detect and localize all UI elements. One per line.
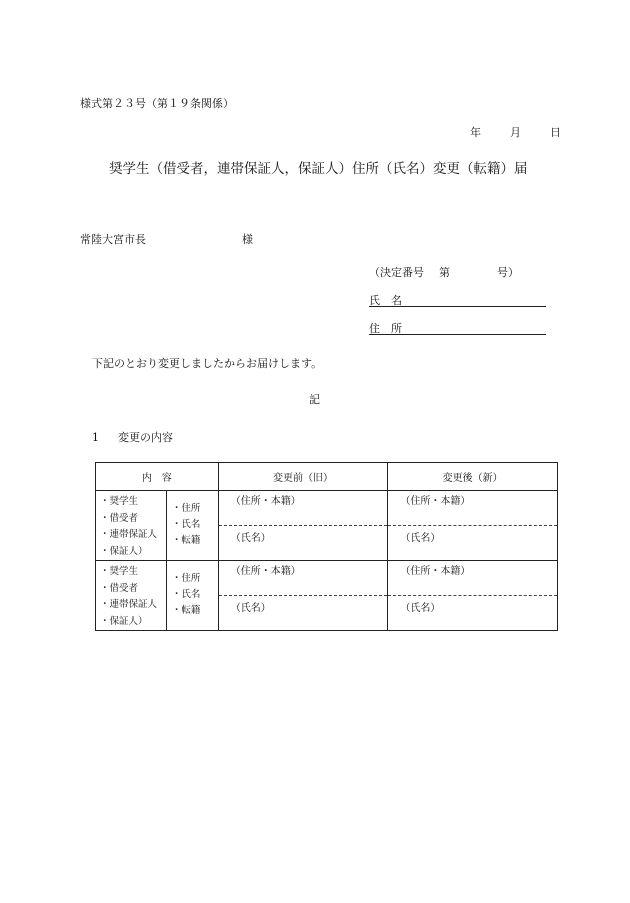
decision-number-close: 号） bbox=[497, 266, 519, 279]
after-address-label: （住所・本籍） bbox=[400, 496, 471, 507]
person-item: ・保証人） bbox=[100, 615, 148, 627]
dashed-divider bbox=[388, 595, 557, 596]
decision-number bbox=[369, 264, 519, 280]
decision-number-dai: 第 bbox=[439, 266, 450, 279]
type-item: ・転籍 bbox=[171, 535, 201, 546]
persons-cell bbox=[96, 561, 167, 631]
type-item: ・住所 bbox=[171, 503, 201, 514]
applicant-name-line bbox=[369, 292, 546, 307]
types-cell bbox=[166, 491, 218, 561]
form-number: 様式第２３号（第１９条関係） bbox=[80, 97, 234, 110]
person-item: ・借受者 bbox=[100, 582, 139, 594]
addressee-honorific: 様 bbox=[242, 233, 253, 246]
dashed-divider bbox=[388, 525, 557, 526]
after-address-label: （住所・本籍） bbox=[400, 566, 471, 577]
applicant-address-label: 住 所 bbox=[369, 322, 402, 335]
before-address-label: （住所・本籍） bbox=[230, 566, 301, 577]
intro-text: 下記のとおり変更しましたからお届けします。 bbox=[92, 357, 323, 370]
persons-cell bbox=[96, 491, 167, 561]
before-name-label: （氏名） bbox=[230, 533, 271, 544]
header-before: 変更前（旧） bbox=[218, 463, 388, 491]
type-item: ・転籍 bbox=[171, 605, 201, 616]
decision-number-open: （決定番号 bbox=[369, 266, 424, 279]
person-item: ・奨学生 bbox=[100, 496, 139, 507]
person-item: ・連帯保証人 bbox=[100, 599, 158, 610]
person-item: ・借受者 bbox=[100, 512, 139, 524]
before-address-label: （住所・本籍） bbox=[230, 496, 301, 507]
after-cell[interactable] bbox=[388, 561, 558, 631]
after-cell[interactable] bbox=[388, 491, 558, 561]
applicant-name-label: 氏 名 bbox=[369, 294, 402, 307]
before-name-label: （氏名） bbox=[230, 603, 271, 614]
type-item: ・住所 bbox=[171, 573, 201, 584]
section-number: 1 bbox=[92, 431, 99, 444]
after-name-label: （氏名） bbox=[400, 533, 441, 544]
type-item: ・氏名 bbox=[171, 519, 201, 530]
before-cell[interactable] bbox=[218, 491, 388, 561]
page-title: 奨学生（借受者，連帯保証人，保証人）住所（氏名）変更（転籍）届 bbox=[109, 161, 528, 177]
date-day-label: 日 bbox=[550, 126, 561, 139]
applicant-address-line bbox=[369, 320, 546, 335]
date-year-label: 年 bbox=[470, 126, 481, 139]
date-month-label: 月 bbox=[510, 126, 521, 139]
table-row bbox=[96, 561, 558, 631]
person-item: ・連帯保証人 bbox=[100, 529, 158, 540]
dashed-divider bbox=[219, 525, 388, 526]
change-table bbox=[95, 462, 558, 631]
header-content: 内 容 bbox=[96, 463, 219, 491]
date-line bbox=[470, 124, 561, 140]
table-header-row bbox=[96, 463, 558, 491]
addressee-name: 常陸大宮市長 bbox=[80, 233, 146, 246]
section-label: 変更の内容 bbox=[118, 431, 173, 444]
after-name-label: （氏名） bbox=[400, 603, 441, 614]
person-item: ・奨学生 bbox=[100, 566, 139, 577]
before-cell[interactable] bbox=[218, 561, 388, 631]
types-cell bbox=[166, 561, 218, 631]
header-after: 変更後（新） bbox=[388, 463, 558, 491]
table-row bbox=[96, 491, 558, 561]
type-item: ・氏名 bbox=[171, 589, 201, 600]
person-item: ・保証人） bbox=[100, 545, 148, 557]
section-heading bbox=[92, 429, 173, 445]
ki-marker: 記 bbox=[309, 393, 320, 406]
dashed-divider bbox=[219, 595, 388, 596]
